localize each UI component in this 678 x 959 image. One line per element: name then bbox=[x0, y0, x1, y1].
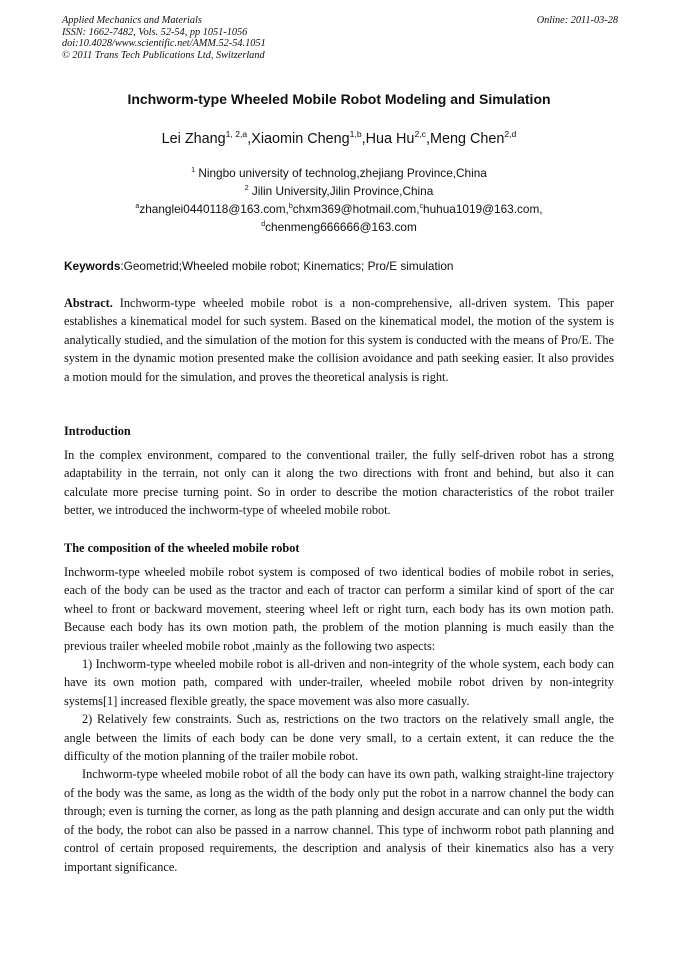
keywords-text: :Geometrid;Wheeled mobile robot; Kinematics; Pro/E simulation bbox=[120, 259, 454, 273]
email-address: zhanglei0440118@163.com, bbox=[139, 202, 289, 216]
journal-header bbox=[62, 15, 618, 61]
author-list bbox=[0, 131, 678, 147]
affiliation-text: Ningbo university of technolog,zhejiang Province,China bbox=[195, 166, 487, 180]
issn-line: ISSN: 1662-7482, Vols. 52-54, pp 1051-1056 bbox=[62, 26, 248, 38]
email-line-1 bbox=[0, 202, 678, 216]
author-separator: , bbox=[247, 131, 252, 147]
email-superscript: d bbox=[261, 220, 266, 229]
author-name: Hua Hu bbox=[365, 131, 415, 147]
author-superscript: 1,b bbox=[349, 129, 362, 140]
composition-section bbox=[64, 563, 614, 876]
email-superscript: c bbox=[419, 202, 424, 211]
author-separator: , bbox=[425, 131, 430, 147]
email-address: chxm369@hotmail.com, bbox=[292, 202, 420, 216]
author-separator: , bbox=[361, 131, 366, 147]
email-superscript: b bbox=[288, 202, 293, 211]
abstract-text: Inchworm-type wheeled mobile robot is a non-comprehensive, all-driven system. This paper establishes a kinematical model for such system. Based on the kinematical model, the motion of the system is analytically studied, and the simulation of the motion for this system is conducted with the means of Pro/E. The system in the dynamic motion presented make the collision avoidance and path seeking easier. It also provides a motion mould for the simulation, and proves the theoretical analysis is right. bbox=[64, 296, 614, 384]
affiliation-1 bbox=[0, 166, 678, 180]
keywords-label: Keywords bbox=[64, 259, 121, 273]
author-superscript: 2,c bbox=[414, 129, 426, 140]
online-date: Online: 2011-03-28 bbox=[536, 15, 618, 26]
introduction-paragraph bbox=[64, 446, 614, 520]
email-superscript: a bbox=[135, 202, 140, 211]
affiliation-2 bbox=[0, 184, 678, 198]
author-name: Lei Zhang bbox=[161, 131, 226, 147]
composition-paragraph-1: Inchworm-type wheeled mobile robot system is composed of two identical bodies of mobile robot in series, each of the body can be used as the tractor and each of tractor can perform a similar kind of sport of the car wheel to front or backward movement, steering wheel left or right turn, each body has its own motion path. Because each body has its own motion path, the problem of the motion planning is much easily than the previous trailer wheeled mobile robot ,mainly as the following two aspects: bbox=[64, 565, 614, 653]
affiliation-text: Jilin University,Jilin Province,China bbox=[248, 184, 434, 198]
abstract-label: Abstract. bbox=[64, 296, 113, 310]
author-superscript: 2,d bbox=[504, 129, 517, 140]
doi-line: doi:10.4028/www.scientific.net/AMM.52-54.1051 bbox=[62, 38, 266, 50]
paper-title: Inchworm-type Wheeled Mobile Robot Modeling and Simulation bbox=[127, 91, 551, 107]
author-name: Meng Chen bbox=[429, 131, 505, 147]
abstract-paragraph bbox=[64, 294, 614, 386]
composition-paragraph-4: Inchworm-type wheeled mobile robot of all the body can have its own path, walking straight-line trajectory of the body was the same, as long as the width of the body only put the robot in a narrow channel the body can through; even is turning the corner, as long as the path planning and design accurate and can only put the width of the body, the robot can also be passed in a narrow channel. This type of inchworm robot path planning and control of certain proposed requirements, the description and analysis of their kinematics also has a very important significance. bbox=[64, 767, 614, 874]
affiliation-superscript: 2 bbox=[244, 184, 249, 193]
composition-paragraph-2: 1) Inchworm-type wheeled mobile robot is all-driven and non-integrity of the whole system, each body can have its own motion path, compared with under-trailer, wheeled mobile robot driven by non-integrity systems[1] increased flexible greatly, the space movement was also more casually. bbox=[64, 657, 614, 708]
journal-name: Applied Mechanics and Materials bbox=[62, 15, 202, 26]
email-address: huhua1019@163.com, bbox=[423, 202, 543, 216]
composition-paragraph-3: 2) Relatively few constraints. Such as, restrictions on the two tractors on the relatively small angle, the angle between the limits of each body can be done very small, to a certain extent, it can reduce the the difficulty of the motion planning of the trailer mobile robot. bbox=[64, 712, 614, 764]
introduction-text: In the complex environment, compared to the conventional trailer, the fully self-driven robot has a strong adaptability in the terrain, not only can it along the two directions with front and behind, but also it can calculate more precise turning point. So in order to describe the motion characteristics of the robot trailer better, we introduced the inchworm-type of wheeled mobile robot. bbox=[64, 448, 614, 518]
composition-heading: The composition of the wheeled mobile robot bbox=[64, 541, 300, 555]
introduction-heading: Introduction bbox=[64, 424, 131, 438]
author-superscript: 1, 2,a bbox=[225, 129, 248, 140]
email-address: chenmeng666666@163.com bbox=[265, 220, 417, 234]
keywords-line bbox=[64, 259, 453, 273]
copyright-line: © 2011 Trans Tech Publications Ltd, Switzerland bbox=[62, 49, 265, 61]
email-line-2 bbox=[0, 220, 678, 234]
author-name: Xiaomin Cheng bbox=[251, 131, 350, 147]
affiliation-superscript: 1 bbox=[191, 166, 196, 175]
